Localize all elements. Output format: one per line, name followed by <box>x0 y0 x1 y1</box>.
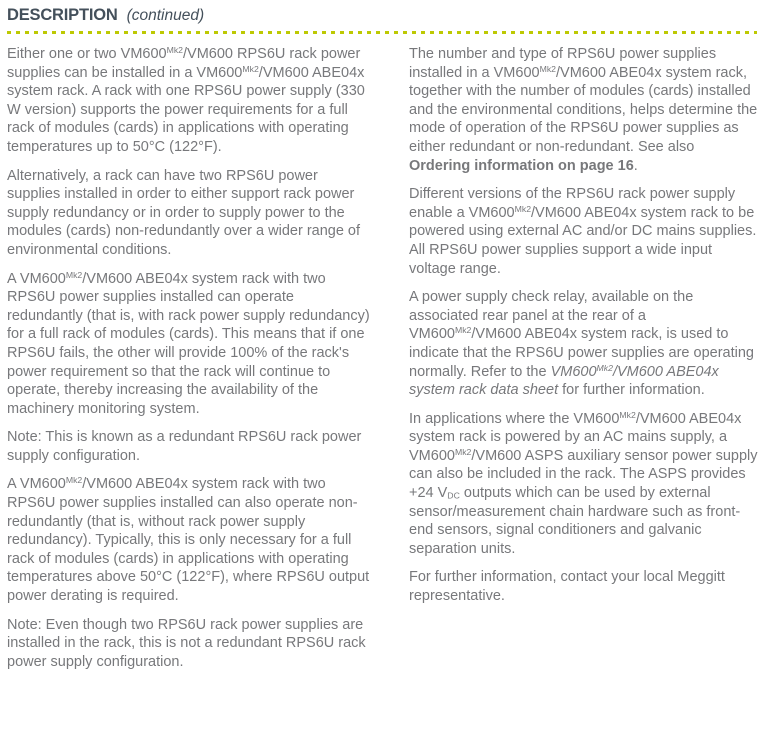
text-segment: /VM600 ABE04x system rack, is used to indicate that the RPS6U power supplies are operating normally. Refer to the <box>409 326 754 380</box>
text-segment: /VM600 ABE04x system rack is powered by an AC mains supply, a VM600 <box>409 410 742 464</box>
paragraph <box>7 475 373 605</box>
text-segment: Alternatively, a rack can have two RPS6U power supplies installed in order to either support rack power supply redundancy or in order to supply power to the modules (cards) non-redundantly over a wider range of environmental conditions. <box>7 167 361 258</box>
text-segment: Mk2 <box>454 447 472 458</box>
text-segment: The number and type of RPS6U power supplies installed in a VM600 <box>409 46 717 81</box>
text-segment: /VM600 ABE04x system rack data sheet <box>409 363 719 399</box>
text-segment: for further information. <box>558 382 705 399</box>
text-segment: Mk2 <box>166 45 184 56</box>
text-segment: . <box>633 157 638 174</box>
paragraph <box>7 616 373 672</box>
text-segment: /VM600 ABE04x system rack. A rack with one RPS6U power supply (330 W version) supports the power requirements for a full rack of modules (cards) in applications with operating temperatures up to 50°C (122°F). <box>7 64 365 155</box>
text-segment: A VM600 <box>7 476 66 493</box>
text-segment: Either one or two VM600 <box>7 46 167 62</box>
text-segment: Ordering information on page 16 <box>409 157 634 174</box>
paragraph <box>409 410 759 559</box>
dotted-divider <box>7 31 757 34</box>
paragraph <box>409 288 759 400</box>
section-title: DESCRIPTION <box>7 6 118 24</box>
text-segment: Mk2 <box>65 269 83 280</box>
text-segment: /VM600 ABE04x system rack, together with the number of modules (cards) installed and the environmental conditions, helps determine the mode of operation of the RPS6U power supplies as either redundant or non-redundant. See also <box>409 64 758 155</box>
text-segment: Mk2 <box>514 203 532 214</box>
left-column <box>7 45 373 681</box>
text-segment: outputs which can be used by external sensor/measurement chain hardware such as front-end sensors, signal conditioners and galvanic separation units. <box>409 485 741 557</box>
text-segment: A VM600 <box>7 270 66 287</box>
paragraph <box>7 428 373 465</box>
paragraph <box>7 167 373 260</box>
text-segment: /VM600 ABE04x system rack with two RPS6U power supplies installed can operate redundantly (that is, with rack power supply redundancy) for a full rack of modules (cards). This means that if one RPS6U fails, the other will provide 100% of the rack's power requirement so that the rack will continue to operate, thereby increasing the availability of the machinery monitoring system. <box>7 270 370 417</box>
text-segment: /VM600 RPS6U rack power supplies can be installed in a VM600 <box>7 46 361 81</box>
text-segment: Mk2 <box>242 63 259 74</box>
text-segment: Note: This is known as a redundant RPS6U rack power supply configuration. <box>7 429 362 464</box>
text-segment: /VM600 ABE04x system rack with two RPS6U power supplies installed can also operate non-redundantly (that is, without rack power supply redundancy). Typically, this is only necessary for a full rack of modules (cards) in applications with operating temperatures above 50°C (122°F), where RPS6U output power derating is required. <box>7 476 370 605</box>
paragraph <box>7 45 373 157</box>
text-segment: For further information, contact your local Meggitt representative. <box>409 569 725 605</box>
section-header <box>7 4 757 25</box>
text-segment: A power supply check relay, available on the associated rear panel at the rear of a VM600 <box>409 289 694 343</box>
text-segment: In applications where the VM600 <box>409 410 620 427</box>
paragraph <box>409 45 759 175</box>
two-column-body <box>7 45 757 681</box>
text-segment: /VM600 ABE04x system rack to be powered using external AC and/or DC mains supplies. All RPS6U power supplies support a wide input voltage range. <box>409 204 757 277</box>
text-segment: DC <box>447 490 460 501</box>
text-segment: Note: Even though two RPS6U rack power supplies are installed in the rack, this is not a redundant RPS6U rack power supply configuration. <box>7 616 366 670</box>
text-segment: /VM600 ASPS auxiliary sensor power supply can also be included in the rack. The ASPS provides +24 V <box>409 447 758 502</box>
text-segment: Different versions of the RPS6U rack power supply enable a VM600 <box>409 186 736 221</box>
section-subtitle: (continued) <box>126 7 205 24</box>
right-column <box>409 45 759 681</box>
text-segment: Mk2 <box>619 409 636 420</box>
paragraph <box>7 270 373 419</box>
text-segment: Mk2 <box>596 362 613 373</box>
text-segment: VM600 <box>550 363 597 380</box>
text-segment: Mk2 <box>539 63 556 74</box>
paragraph <box>409 185 759 278</box>
text-segment: Mk2 <box>454 325 472 336</box>
paragraph <box>409 568 759 605</box>
text-segment: Mk2 <box>65 475 83 486</box>
